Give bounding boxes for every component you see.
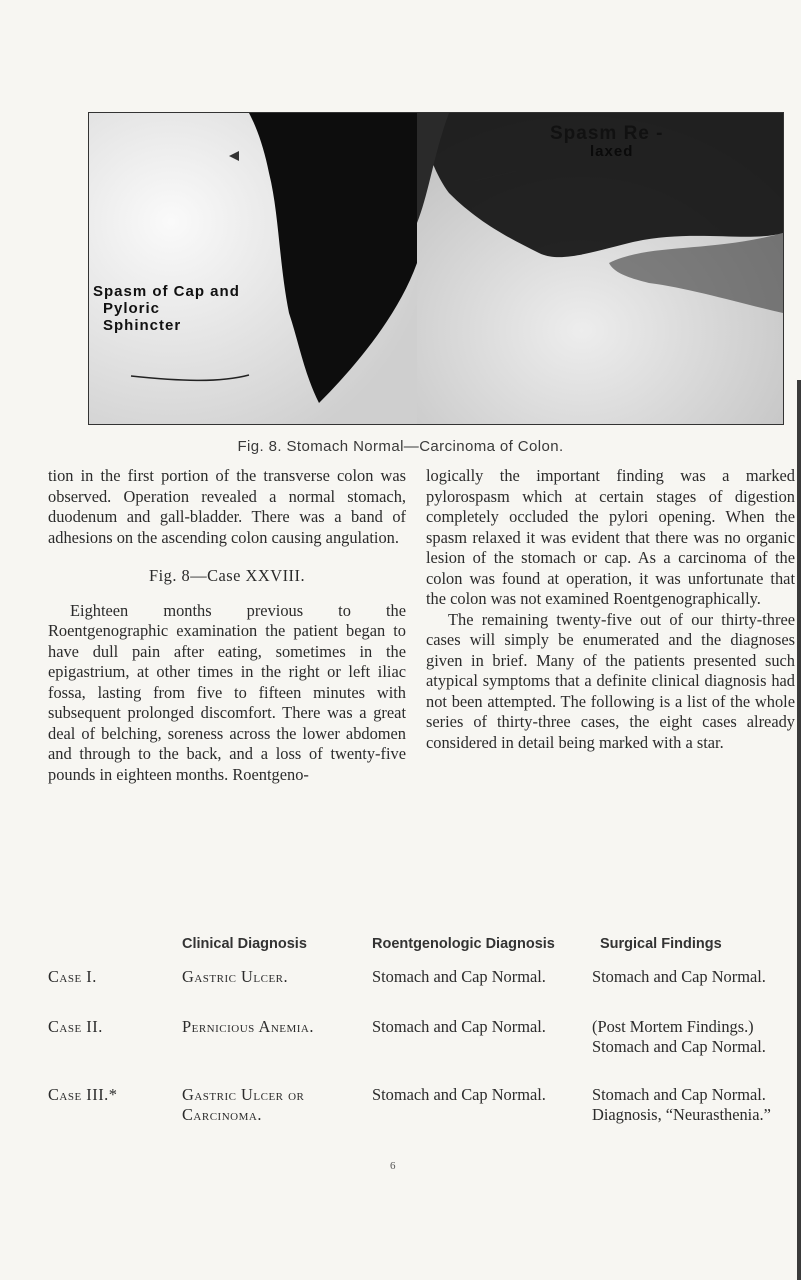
right-column — [426, 466, 795, 753]
header-clinical: Clinical Diagnosis — [182, 936, 307, 952]
header-surgical: Surgical Findings — [600, 936, 722, 952]
left-label-line-2: Pyloric — [103, 300, 161, 317]
left-paragraph-2: Eighteen months previous to the Roentgenographic examination the patient began to have dull pain after eating, sometimes in the epigastrium, at other times in the right or left iliac fossa, lasting from five to fifteen minutes with subsequent prolonged discomfort. There was a great deal of belching, soreness across the lower abdomen and through to the back, and a loss of twenty-five pounds in eighteen months. Roentgeno- — [48, 600, 406, 784]
right-paragraph-2: The remaining twenty-five out of our thirty-three cases will simply be enumerated and the diagnoses given in brief. Many of the patients presented such atypical symptoms that a definite clinical diagnosis had not been attempted. The following is a list of the whole series of thirty-three cases, the eight cases already considered in detail being marked with a star. — [426, 609, 795, 752]
row-2-surgical: (Post Mortem Findings.) Stomach and Cap Normal. — [592, 1017, 766, 1056]
header-roentgenologic: Roentgenologic Diagnosis — [372, 936, 555, 952]
row-3-surgical: Stomach and Cap Normal. Diagnosis, “Neurasthenia.” — [592, 1085, 771, 1124]
right-paragraph-1: logically the important finding was a marked pylorospasm which at certain stages of digestion completely occluded the pylori opening. When the spasm relaxed it was evident that there was no organic lesion of the stomach or cap. As a carcinoma of the colon was found at operation, it was unfortunate that the colon was not examined Roentgenographically. — [426, 466, 795, 608]
right-figure-label — [550, 125, 663, 161]
row-1-case: Case I. — [48, 967, 97, 986]
xray-figure — [88, 112, 784, 425]
right-label-line-1: Spasm Re - — [550, 123, 664, 144]
row-3-clinical: Gastric Ulcer or Carcinoma. — [182, 1085, 305, 1124]
xray-image — [89, 113, 783, 424]
left-label-line-1: Spasm of Cap and — [93, 283, 240, 300]
row-3-case: Case III.* — [48, 1085, 118, 1104]
row-2-case: Case II. — [48, 1017, 103, 1036]
page-number: 6 — [390, 1160, 396, 1172]
row-1-surgical: Stomach and Cap Normal. — [592, 967, 766, 986]
figure-caption: Fig. 8. Stomach Normal—Carcinoma of Colon. — [237, 438, 564, 455]
case-heading: Fig. 8—Case XXVIII. — [148, 566, 306, 585]
left-paragraph-1: tion in the first portion of the transverse colon was observed. Operation revealed a normal stomach, duodenum and gall-bladder. There was a band of adhesions on the ascending colon causing angulation. — [48, 466, 406, 547]
left-label-line-3: Sphincter — [103, 317, 182, 334]
row-1-clinical: Gastric Ulcer. — [182, 967, 289, 986]
page-edge-shadow — [797, 380, 801, 1280]
row-3-roentgenologic: Stomach and Cap Normal. — [372, 1085, 546, 1104]
row-2-clinical: Pernicious Anemia. — [182, 1017, 314, 1036]
row-1-roentgenologic: Stomach and Cap Normal. — [372, 967, 546, 986]
left-figure-label — [93, 283, 240, 334]
left-column — [48, 466, 406, 785]
right-label-line-2: laxed — [590, 143, 634, 160]
row-2-roentgenologic: Stomach and Cap Normal. — [372, 1017, 546, 1036]
